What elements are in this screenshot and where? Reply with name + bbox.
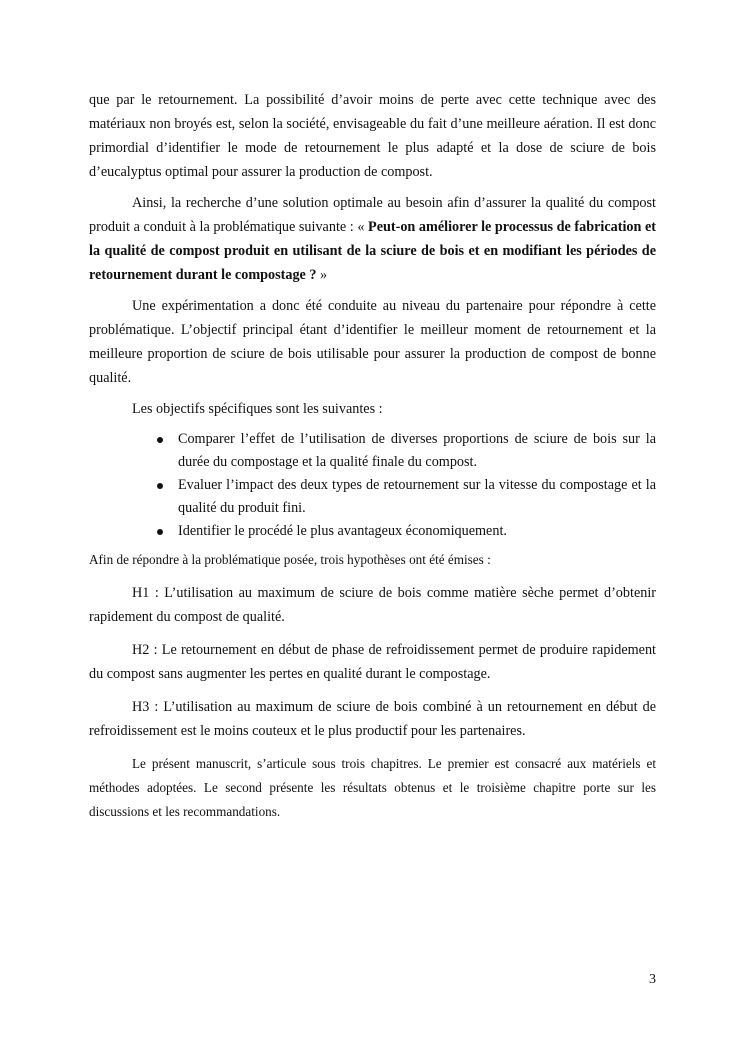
- bullet-icon: [157, 529, 163, 535]
- page-number: 3: [649, 972, 656, 987]
- hypothesis-h3: H3 : L’utilisation au maximum de sciure de bois combiné à un retournement en début de refroidissement est le moins couteux et le plus productif pour les partenaires.: [89, 699, 656, 739]
- paragraph-problematique: [89, 191, 656, 287]
- paragraph-retournement: que par le retournement. La possibilité d’avoir moins de perte avec cette technique avec des matériaux non broyés est, selon la société, envisageable du fait d’une meilleure aération. Il est donc primordial d’identifier le mode de retournement le plus adapté et la dose de sciure de bois d’eucalyptus optimal pour assurer la production de compost.: [89, 92, 656, 180]
- document-page: [89, 88, 656, 831]
- hypothesis-h1: H1 : L’utilisation au maximum de sciure de bois comme matière sèche permet d’obtenir rapidement du compost de qualité.: [89, 585, 656, 625]
- objectives-intro: Les objectifs spécifiques sont les suivantes :: [132, 401, 383, 417]
- problematique-question: Peut-on améliorer le processus de fabrication et la qualité de compost produit en utilisant de la sciure de bois et en modifiant les périodes de retournement durant le compostage ?: [89, 219, 656, 283]
- objective-item: [178, 520, 656, 543]
- bullet-icon: [157, 483, 163, 489]
- hypothesis-h2: H2 : Le retournement en début de phase de refroidissement permet de produire rapidement du compost sans augmenter les pertes en qualité durant le compostage.: [89, 642, 656, 682]
- objective-text: Evaluer l’impact des deux types de retournement sur la vitesse du compostage et la qualité du produit fini.: [178, 477, 656, 516]
- objective-item: [178, 474, 656, 520]
- objective-text: Comparer l’effet de l’utilisation de diverses proportions de sciure de bois sur la durée du compostage et la qualité finale du compost.: [178, 431, 656, 470]
- paragraph-experimentation: Une expérimentation a donc été conduite au niveau du partenaire pour répondre à cette problématique. L’objectif principal étant d’identifier le meilleur moment de retournement et la meilleure proportion de sciure de bois utilisable pour assurer la production de compost de bonne qualité.: [89, 298, 656, 386]
- objective-text: Identifier le procédé le plus avantageux économiquement.: [178, 523, 507, 539]
- hypotheses-intro: Afin de répondre à la problématique posée, trois hypothèses ont été émises :: [89, 552, 491, 567]
- paragraph-manuscrit: Le présent manuscrit, s’articule sous trois chapitres. Le premier est consacré aux matériels et méthodes adoptées. Le second présente les résultats obtenus et le troisième chapitre porte sur les discussions et les recommandations.: [89, 756, 656, 819]
- problematique-lead: Ainsi, la recherche d’une solution optimale au besoin afin d’assurer la qualité du compost produit a conduit à la problématique suivante : «: [89, 195, 656, 235]
- objective-item: [178, 428, 656, 474]
- objectives-list: [89, 428, 656, 543]
- bullet-icon: [157, 437, 163, 443]
- problematique-end: »: [316, 267, 328, 283]
